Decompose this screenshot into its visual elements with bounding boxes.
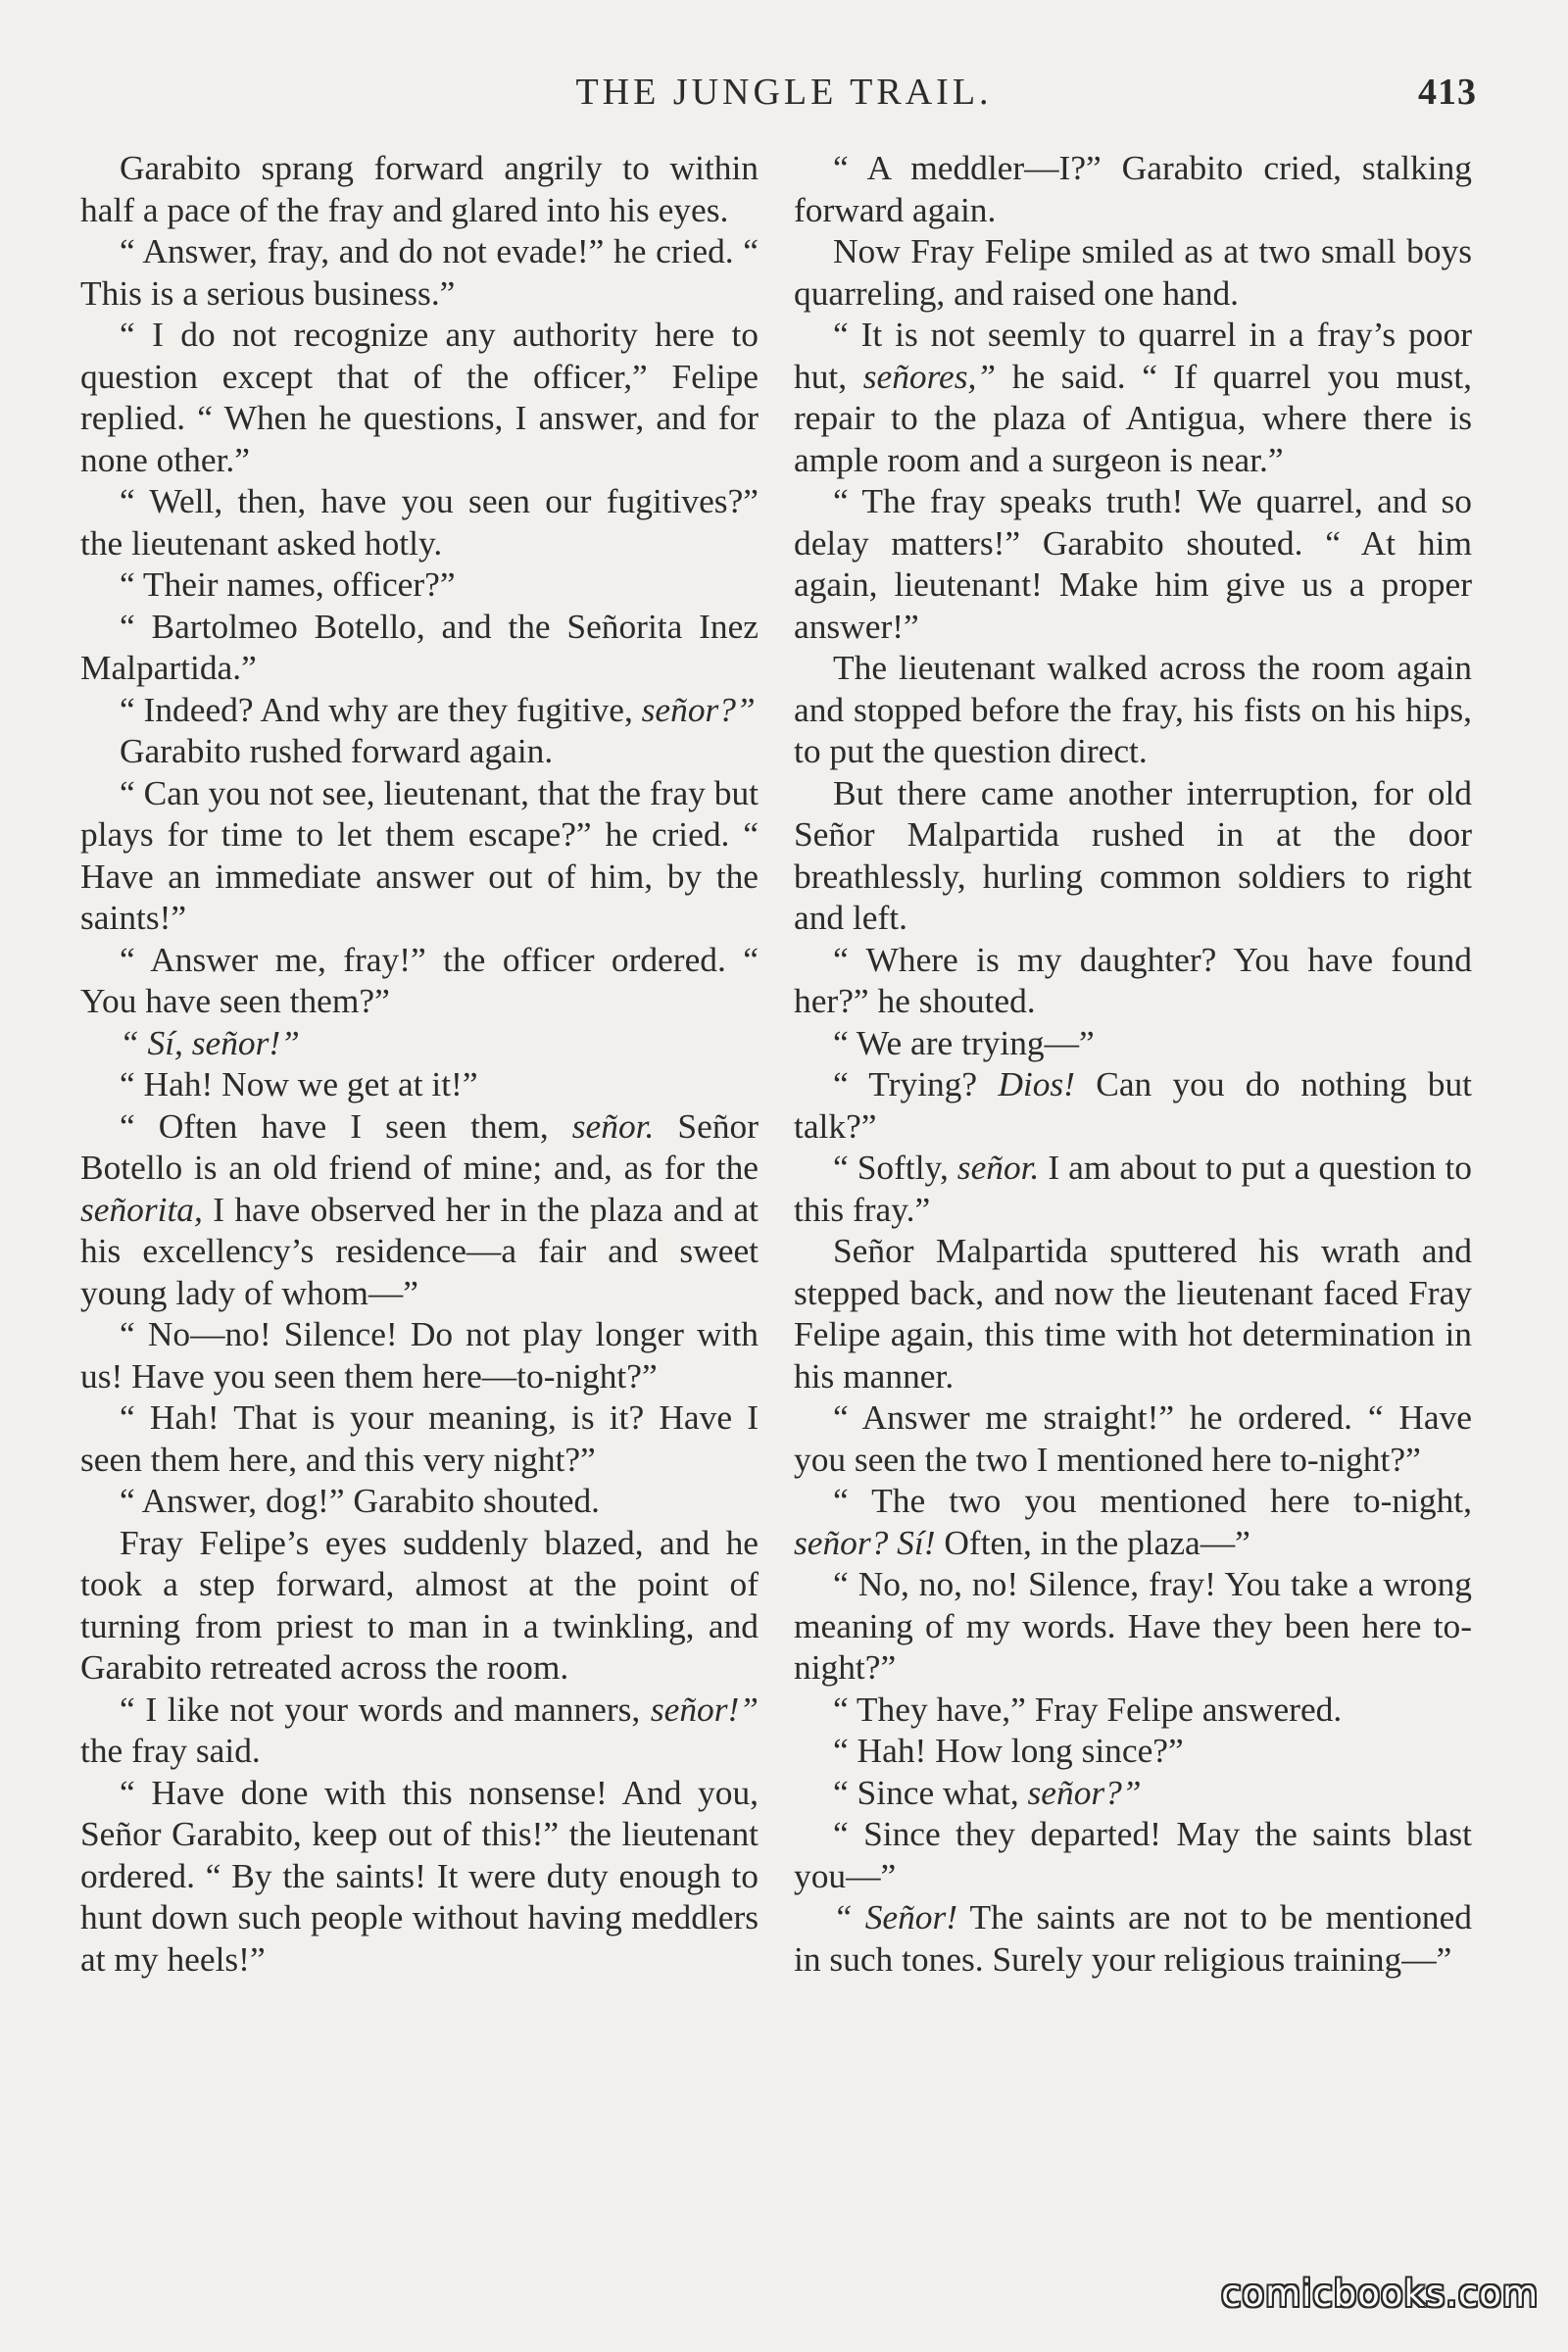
paragraph (794, 1896, 1472, 1980)
italic-text: “ Sí, señor!” (120, 1022, 300, 1062)
paragraph (80, 1105, 759, 1314)
paragraph (794, 939, 1472, 1022)
text-run: “ Answer me straight!” he ordered. “ Have you seen the two I mentioned here to-night?” (794, 1397, 1472, 1479)
page-title: THE JUNGLE TRAIL. (575, 72, 993, 113)
paragraph (794, 230, 1472, 314)
text-run: Garabito sprang forward angrily to within half a pace of the fray and glared into his eyes. (80, 148, 759, 229)
text-run: “ No, no, no! Silence, fray! You take a wrong meaning of my words. Have they been here to-night?” (794, 1564, 1472, 1687)
text-run: Often, in the plaza—” (935, 1522, 1250, 1562)
left-text-column (80, 147, 759, 1980)
text-run: “ Softly, (833, 1148, 957, 1187)
paragraph (80, 480, 759, 564)
text-run: “ Well, then, have you seen our fugitives?” the lieutenant asked hotly. (80, 481, 759, 563)
text-run: “ Trying? (833, 1064, 999, 1103)
paragraph (794, 1396, 1472, 1480)
paragraph (80, 730, 759, 772)
text-run: “ No—no! Silence! Do not play longer with us! Have you seen them here—to-night?” (80, 1314, 759, 1396)
paragraph (794, 1147, 1472, 1230)
right-text-column (794, 147, 1472, 1980)
paragraph (80, 689, 759, 731)
italic-text: señor?” (641, 689, 756, 729)
paragraph (794, 314, 1472, 480)
italic-text: “ Señor! (833, 1897, 958, 1936)
text-run: Señor Malpartida sputtered his wrath and stepped back, and now the lieutenant faced Fray Felipe again, this time with hot determination in his manner. (794, 1231, 1472, 1396)
italic-text: Dios! (998, 1064, 1075, 1103)
italic-text: señores,” (862, 356, 997, 396)
paragraph (80, 564, 759, 606)
paragraph (80, 772, 759, 939)
text-run: “ Their names, officer?” (120, 564, 456, 604)
text-run: “ Hah! Now we get at it!” (120, 1064, 478, 1103)
text-run: “ Since they departed! May the saints blast you—” (794, 1814, 1472, 1895)
italic-text: señor?” (1027, 1772, 1142, 1812)
text-run: The lieutenant walked across the room again and stopped before the fray, his fists on his hips, to put the question direct. (794, 648, 1472, 770)
text-run: I am about to put a question to this fray.” (794, 1148, 1472, 1229)
paragraph (794, 1813, 1472, 1896)
paragraph (794, 480, 1472, 647)
paragraph (80, 1522, 759, 1689)
paragraph (80, 1063, 759, 1105)
text-run: “ I like not your words and manners, (120, 1689, 651, 1729)
text-run: “ Answer, fray, and do not evade!” he cried. “ This is a serious business.” (80, 231, 759, 313)
paragraph (80, 230, 759, 314)
text-run: “ I do not recognize any authority here to question except that of the officer,” Felipe replied. “ When he questions, I answer, and for none other.” (80, 315, 759, 479)
paragraph (80, 1480, 759, 1522)
text-run: “ Often have I seen them, (120, 1105, 572, 1146)
text-run: “ Since what, (833, 1772, 1028, 1812)
paragraph (80, 1313, 759, 1396)
text-run: “ Indeed? And why are they fugitive, (120, 689, 642, 729)
text-run: “ Where is my daughter? You have found her?” he shouted. (794, 939, 1472, 1020)
text-run: “ They have,” Fray Felipe answered. (833, 1689, 1343, 1729)
text-run: “ The two you mentioned here to-night, (833, 1481, 1472, 1520)
paragraph (794, 772, 1472, 939)
watermark-logo: comicbooks.com (1221, 2273, 1539, 2315)
page-number: 413 (1418, 72, 1477, 113)
paragraph (794, 1480, 1472, 1563)
text-run: I have observed her in the plaza and at his excellency’s residence—a fair and sweet young lady of whom—” (80, 1189, 759, 1312)
text-run: “ Answer, dog!” Garabito shouted. (120, 1481, 600, 1520)
paragraph (794, 1730, 1472, 1772)
italic-text: señor. (956, 1148, 1040, 1187)
paragraph (794, 1772, 1472, 1814)
paragraph (794, 147, 1472, 230)
text-run: “ Hah! That is your meaning, is it? Have I seen them here, and this very night?” (80, 1397, 759, 1479)
paragraph (794, 1063, 1472, 1147)
text-run: “ Hah! How long since?” (833, 1731, 1184, 1770)
paragraph (794, 1689, 1472, 1731)
text-run: “ The fray speaks truth! We quarrel, and so delay matters!” Garabito shouted. “ At him again, lieutenant! Make him give us a proper answer!” (794, 481, 1472, 646)
text-run: “ Answer me, fray!” the officer ordered. “ You have seen them?” (80, 939, 759, 1020)
paragraph (80, 939, 759, 1022)
text-run: Señor Botello is an old friend of mine; and, as for the (80, 1105, 759, 1187)
paragraph (80, 1689, 759, 1772)
italic-text: señor. (571, 1105, 655, 1146)
paragraph (794, 647, 1472, 772)
paragraph (80, 606, 759, 689)
text-run: Can you do nothing but talk?” (794, 1064, 1472, 1146)
italic-text: señor? Sí! (794, 1522, 936, 1562)
text-run: “ Bartolmeo Botello, and the Señorita Inez Malpartida.” (80, 606, 759, 687)
text-run: “ Have done with this nonsense! And you, Señor Garabito, keep out of this!” the lieutenant ordered. “ By the saints! It were duty enough to hunt down such people without having meddlers at my heels!” (80, 1772, 759, 1979)
paragraph (794, 1022, 1472, 1064)
italic-text: señorita, (80, 1189, 203, 1229)
text-run: “ A meddler—I?” Garabito cried, stalking forward again. (794, 148, 1472, 229)
text-run: Fray Felipe’s eyes suddenly blazed, and he took a step forward, almost at the point of turning from priest to man in a twinkling, and Garabito retreated across the room. (80, 1522, 759, 1687)
paragraph (80, 1772, 759, 1981)
text-run: the fray said. (80, 1731, 261, 1770)
paragraph (80, 1396, 759, 1480)
italic-text: señor!” (650, 1689, 759, 1729)
text-run: Now Fray Felipe smiled as at two small boys quarreling, and raised one hand. (794, 231, 1472, 313)
paragraph (80, 147, 759, 230)
text-run: But there came another interruption, for old Señor Malpartida rushed in at the door breathlessly, hurling common soldiers to right and left. (794, 772, 1472, 937)
text-run: “ Can you not see, lieutenant, that the fray but plays for time to let them escape?” he cried. “ Have an immediate answer out of him, by the saints!” (80, 772, 759, 937)
paragraph (794, 1230, 1472, 1396)
text-run: Garabito rushed forward again. (120, 731, 554, 770)
text-run: he said. “ If quarrel you must, repair to the plaza of Antigua, where there is ample room and a surgeon is near.” (794, 356, 1473, 479)
running-head (0, 71, 1568, 120)
text-run: The saints are not to be mentioned in such tones. Surely your religious training—” (794, 1897, 1472, 1979)
paragraph (794, 1563, 1472, 1689)
text-run: “ It is not seemly to quarrel in a fray’s poor hut, (794, 315, 1472, 396)
paragraph (80, 314, 759, 480)
paragraph (80, 1022, 759, 1064)
text-run: “ We are trying—” (833, 1022, 1095, 1062)
